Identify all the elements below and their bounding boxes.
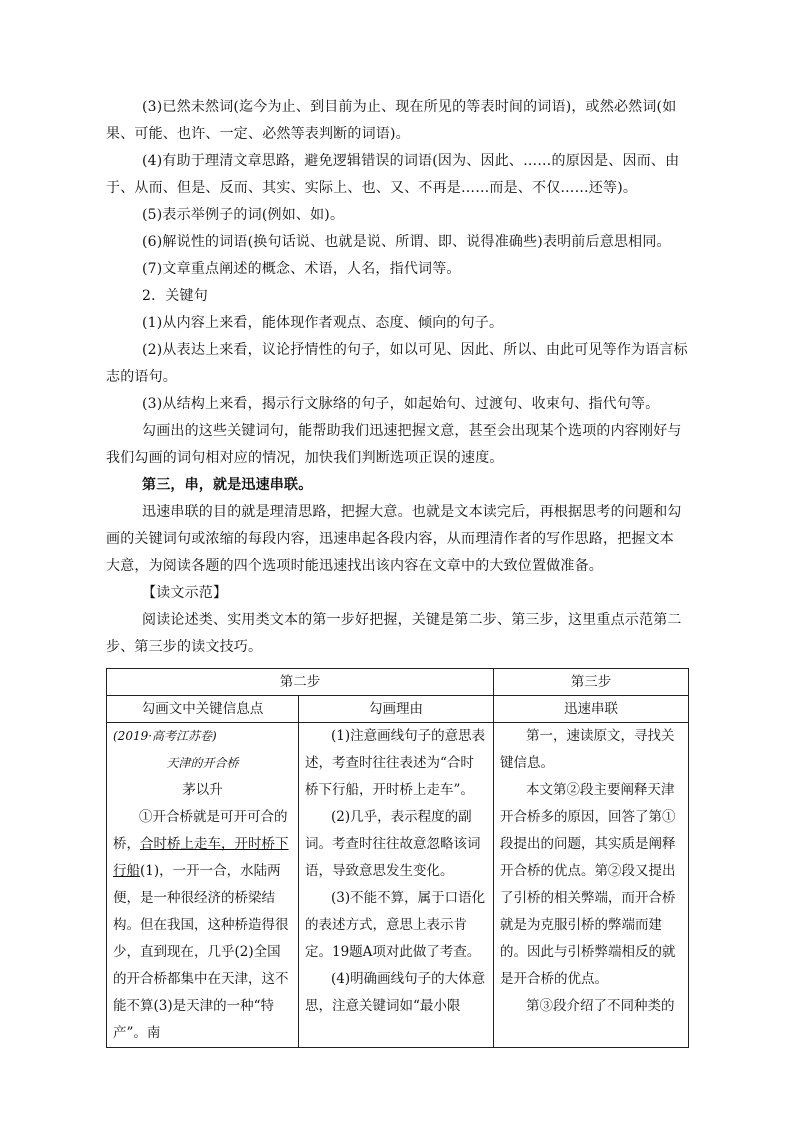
link-item: 第一，速读原文，寻找关键信息。 [500, 728, 675, 771]
paragraph-sentence-3: (3)从结构上来看，揭示行文脉络的句子，如起始句、过渡句、收束句、指代句等。 [142, 396, 660, 412]
reason-item: (4)明确画线句子的大体意思，注意关键词如“最小限 [305, 971, 486, 1014]
cell-link [494, 723, 689, 1048]
reason-item: (3)不能不算，属于口语化的表述方式，意思上表示肯定。19题A项对此做了考查。 [305, 890, 486, 960]
article-excerpt: ①开合桥就是可开可合的桥，合时桥上走车，开时桥下行船(1)，一开一合，水陆两便，是一种很经济的桥梁结构。但在我国，这种桥造得很少，直到现在，几乎(2)全国的开合桥都集中在天津，这不能不算(3)是天津的一种“特产”。南 [113, 809, 289, 1041]
paragraph-step-three: 迅速串联的目的就是理清思路，把握大意。也就是文本读完后，再根据思考的问题和勾画的关键词句或浓缩的每段内容，迅速串起各段内容，从而理清作者的写作思路，把握文本大意，为阅读各题的四个选项时能迅速找出该内容在文章中的大致位置做准备。 [106, 504, 682, 574]
subheader-key-info: 勾画文中关键信息点 [107, 696, 299, 723]
link-item: 本文第②段主要阐释天津开合桥多的原因，回答了第①段提出的问题，其实质是阐释开合桥的优点。第②段又提出了引桥的相关弊端，而开合桥就是为克服引桥的弊端而建的。因此与引桥弊端相反的就是开合桥的优点。 [500, 782, 676, 987]
table-subheader-row [107, 696, 689, 723]
paragraph-item-5: (5)表示举例子的词(例如、如)。 [142, 207, 345, 223]
step-three-heading: 第三，串，就是迅速串联。 [142, 477, 313, 493]
table-header-row [107, 669, 689, 696]
paragraph-summary: 勾画出的这些关键词句，能帮助我们迅速把握文意，甚至会出现某个选项的内容刚好与我们勾画的词句相对应的情况，加快我们判断选项正误的速度。 [106, 423, 682, 466]
paragraph-item-6: (6)解说性的词语(换句话说、也就是说、所谓、即、说得准确些)表明前后意思相同。 [142, 234, 671, 250]
subheader-reason: 勾画理由 [299, 696, 494, 723]
cell-key-info [107, 723, 299, 1048]
section-heading-key-sentences: 2．关键句 [142, 288, 208, 304]
paragraph-item-3: (3)已然未然词(迄今为止、到目前为止、现在所见的等表时间的词语)，或然必然词(如果、可能、也许、一定、必然等表判断的词语)。 [106, 99, 677, 142]
table-row [107, 723, 689, 1048]
paragraph-demo-intro: 阅读论述类、实用类文本的第一步好把握，关键是第二步、第三步，这里重点示范第二步、第三步的读文技巧。 [106, 612, 682, 655]
article-title: 天津的开合桥 [166, 756, 239, 770]
paragraph-sentence-1: (1)从内容上来看，能体现作者观点、态度、倾向的句子。 [142, 315, 504, 331]
link-item: 第③段介绍了不同种类的 [526, 998, 675, 1014]
underlined-sentence: 合时桥上走车，开时桥下行船 [113, 836, 289, 879]
reason-item: (2)几乎，表示程度的副词。考查时往往故意忽略该词语，导致意思发生变化。 [305, 809, 481, 879]
reason-item: (1)注意画线句子的意思表述，考查时往往表述为“合时桥下行船，开时桥上走车”。 [305, 728, 486, 798]
paragraph-item-7: (7)文章重点阐述的概念、术语，人名，指代词等。 [142, 261, 461, 277]
reading-demo-heading: 【读文示范】 [142, 585, 228, 601]
header-step-two: 第二步 [107, 669, 494, 696]
source-label: (2019·高考江苏卷) [113, 729, 217, 743]
cell-reason [299, 723, 494, 1048]
paragraph-item-4: (4)有助于理清文章思路，避免逻辑错误的词语(因为、因此、……的原因是、因而、由于、从而、但是、反而、其实、实际上、也、又、不再是……而是、不仅……还等)。 [106, 153, 680, 196]
reading-demo-table [106, 668, 689, 1048]
subheader-link: 迅速串联 [494, 696, 689, 723]
paragraph-sentence-2: (2)从表达上来看，议论抒情性的句子，如以可见、因此、所以、由此可见等作为语言标志的语句。 [106, 342, 688, 385]
header-step-three: 第三步 [494, 669, 689, 696]
article-author: 茅以升 [182, 782, 223, 798]
